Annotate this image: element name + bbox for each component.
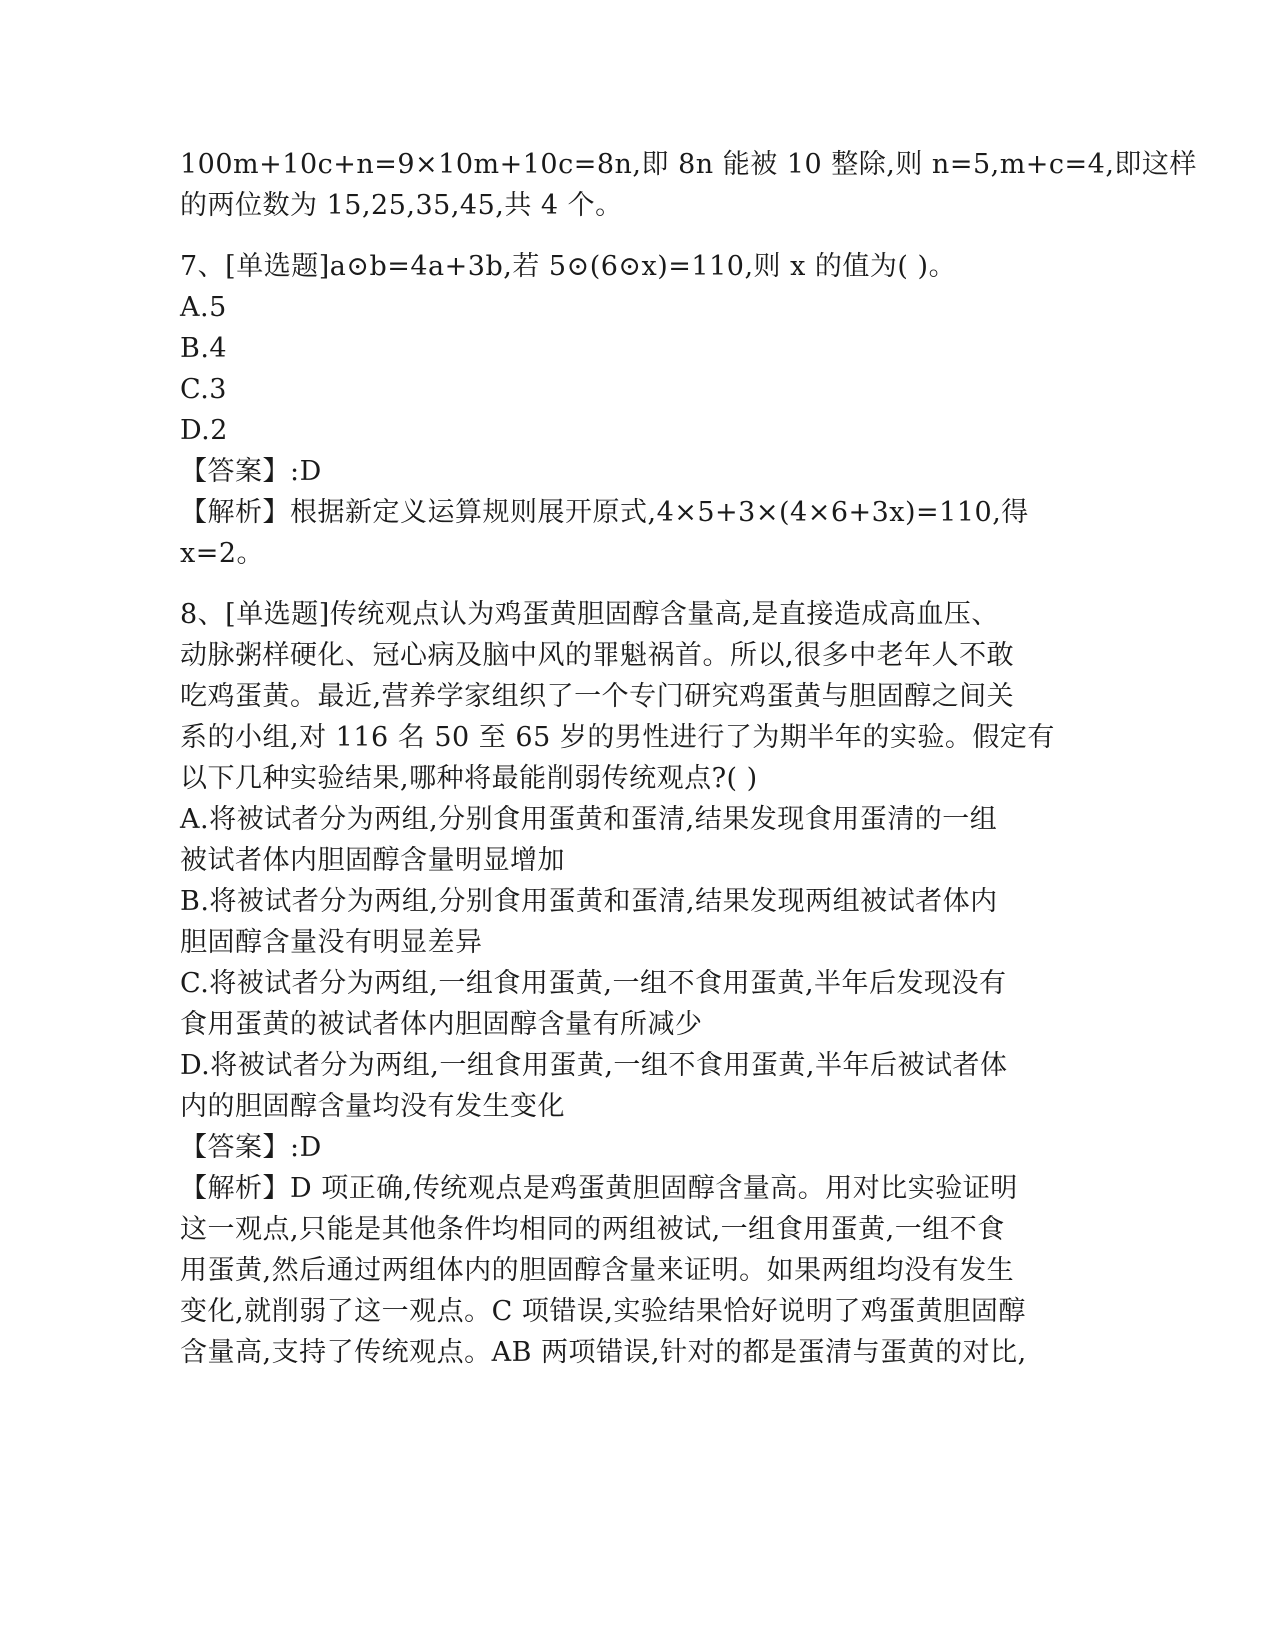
q8-option-d-line-1: D.将被试者分为两组,一组食用蛋黄,一组不食用蛋黄,半年后被试者体 [180,1050,1008,1081]
q7-option-c: C.3 [180,374,227,405]
q8-analysis-line-3: 用蛋黄,然后通过两组体内的胆固醇含量来证明。如果两组均没有发生 [180,1255,1015,1286]
q7-stem: 7、[单选题]a⊙b=4a+3b,若 5⊙(6⊙x)=110,则 x 的值为( )。 [180,251,957,282]
prev-explanation-line-2: 的两位数为 15,25,35,45,共 4 个。 [180,190,623,221]
q8-option-c-line-2: 食用蛋黄的被试者体内胆固醇含量有所减少 [180,1009,703,1040]
q8-option-a-line-2: 被试者体内胆固醇含量明显增加 [180,845,565,876]
q7-analysis-line-2: x=2。 [180,538,265,569]
q8-option-b-line-1: B.将被试者分为两组,分别食用蛋黄和蛋清,结果发现两组被试者体内 [180,886,998,917]
q8-analysis-line-1: 【解析】D 项正确,传统观点是鸡蛋黄胆固醇含量高。用对比实验证明 [180,1173,1018,1204]
q8-answer: 【答案】:D [180,1132,322,1163]
q8-option-d-line-2: 内的胆固醇含量均没有发生变化 [180,1091,565,1122]
spacer [180,574,1080,594]
q8-analysis-line-4: 变化,就削弱了这一观点。C 项错误,实验结果恰好说明了鸡蛋黄胆固醇 [180,1296,1026,1327]
q8-stem-line-4: 系的小组,对 116 名 50 至 65 岁的男性进行了为期半年的实验。假定有 [180,722,1055,753]
question-8 [180,594,1080,1373]
q8-stem-line-5: 以下几种实验结果,哪种将最能削弱传统观点?( ) [180,763,758,794]
q7-option-b: B.4 [180,333,228,364]
q8-option-b-line-2: 胆固醇含量没有明显差异 [180,927,483,958]
q8-option-a-line-1: A.将被试者分为两组,分别食用蛋黄和蛋清,结果发现食用蛋清的一组 [180,804,998,835]
q8-option-c-line-1: C.将被试者分为两组,一组食用蛋黄,一组不食用蛋黄,半年后发现没有 [180,968,1007,999]
q8-stem-line-2: 动脉粥样硬化、冠心病及脑中风的罪魁祸首。所以,很多中老年人不敢 [180,640,1015,671]
q7-answer: 【答案】:D [180,456,322,487]
q7-option-a: A.5 [180,292,227,323]
question-7 [180,246,1080,574]
q8-analysis-line-2: 这一观点,只能是其他条件均相同的两组被试,一组食用蛋黄,一组不食 [180,1214,1005,1245]
q7-option-d: D.2 [180,415,228,446]
q8-analysis-line-5: 含量高,支持了传统观点。AB 两项错误,针对的都是蛋清与蛋黄的对比, [180,1337,1027,1368]
spacer [180,226,1080,246]
q7-analysis-line-1: 【解析】根据新定义运算规则展开原式,4×5+3×(4×6+3x)=110,得 [180,497,1029,528]
document-page [180,144,1197,1373]
q8-stem-line-1: 8、[单选题]传统观点认为鸡蛋黄胆固醇含量高,是直接造成高血压、 [180,599,999,630]
q8-stem-line-3: 吃鸡蛋黄。最近,营养学家组织了一个专门研究鸡蛋黄与胆固醇之间关 [180,681,1015,712]
prev-explanation-line-1: 100m+10c+n=9×10m+10c=8n,即 8n 能被 10 整除,则 n=5,m+c=4,即这样 [180,149,1197,180]
